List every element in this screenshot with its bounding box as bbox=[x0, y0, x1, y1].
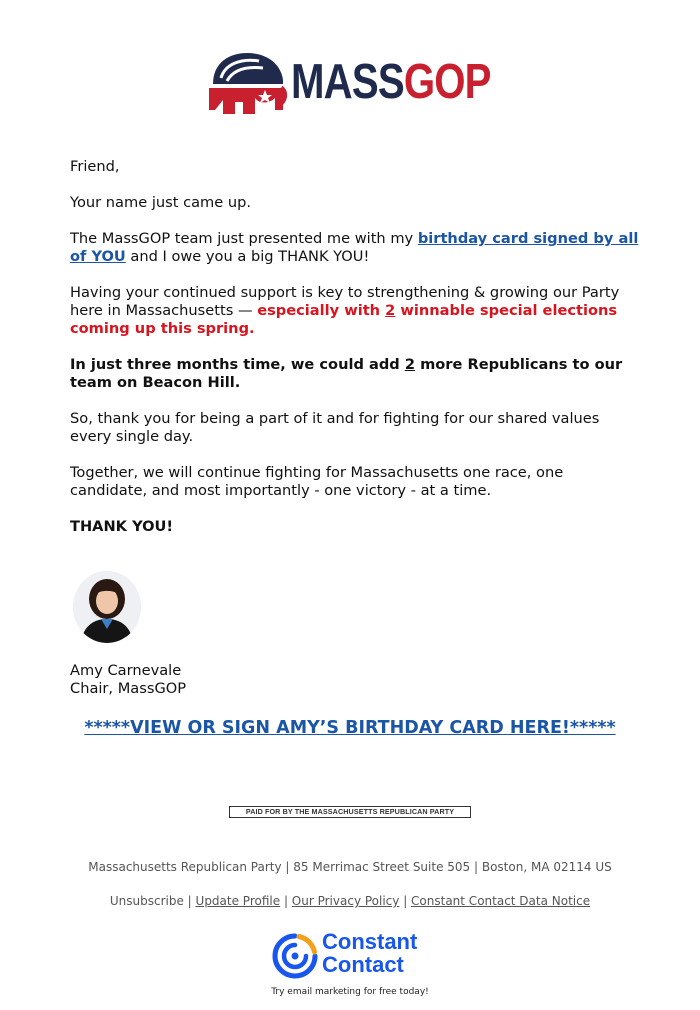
paragraph-2-before: The MassGOP team just presented me with my bbox=[70, 230, 418, 247]
portrait-image bbox=[73, 571, 141, 643]
unsubscribe-text[interactable]: Unsubscribe bbox=[109, 894, 184, 908]
signer-name: Amy Carnevale bbox=[70, 662, 182, 679]
update-profile-link[interactable]: Update Profile bbox=[195, 894, 281, 908]
logo-word-gop: GOP bbox=[403, 55, 491, 109]
paragraph-1: Your name just came up. bbox=[70, 194, 252, 211]
paragraph-5: So, thank you for being a part of it and for fighting for our shared values every single day. bbox=[70, 410, 600, 445]
letter-body bbox=[70, 158, 640, 554]
logo-wordmark bbox=[291, 52, 491, 112]
paragraph-3-red-num: 2 bbox=[385, 302, 396, 319]
footer-separator: | bbox=[183, 894, 196, 908]
paragraph-4-before: In just three months time, we could add bbox=[70, 356, 405, 373]
signer-title: Chair, MassGOP bbox=[70, 680, 187, 697]
paid-for-disclaimer: PAID FOR BY THE MASSACHUSETTS REPUBLICAN PARTY bbox=[229, 806, 471, 818]
paragraph-4-after: more Republicans to our team on Beacon Hill. bbox=[70, 356, 623, 391]
constant-contact-tagline[interactable]: Try email marketing for free today! bbox=[271, 987, 429, 997]
closing: THANK YOU! bbox=[70, 518, 174, 535]
massgop-logo[interactable] bbox=[207, 48, 497, 118]
cc-word-constant: Constant bbox=[322, 929, 418, 954]
footer-separator: | bbox=[280, 894, 292, 908]
paragraph-4-num: 2 bbox=[404, 356, 415, 373]
paragraph-2 bbox=[70, 230, 640, 266]
footer-separator: | bbox=[399, 894, 412, 908]
signer-block bbox=[70, 662, 186, 698]
elephant-icon bbox=[207, 48, 287, 118]
paragraph-3-red-before: especially with bbox=[257, 302, 386, 319]
paragraph-4 bbox=[70, 356, 640, 392]
paragraph-3-red-after: winnable special elections coming up this spring. bbox=[70, 302, 618, 337]
paragraph-3-before: Having your continued support is key to strengthening & growing our Party here in Massachusetts — bbox=[70, 284, 620, 319]
avatar bbox=[73, 571, 141, 643]
footer-address: Massachusetts Republican Party | 85 Merrimac Street Suite 505 | Boston, MA 02114 US bbox=[88, 860, 612, 874]
constant-contact-wordmark[interactable] bbox=[322, 930, 417, 976]
birthday-card-cta-link[interactable]: *****VIEW OR SIGN AMY’S BIRTHDAY CARD HERE!***** bbox=[84, 718, 616, 738]
paragraph-6: Together, we will continue fighting for Massachusetts one race, one candidate, and most importantly - one victory - at a time. bbox=[70, 464, 564, 499]
data-notice-link[interactable]: Constant Contact Data Notice bbox=[411, 894, 591, 908]
constant-contact-icon[interactable] bbox=[271, 932, 319, 980]
paragraph-2-after: and I owe you a big THANK YOU! bbox=[125, 248, 370, 265]
paragraph-3 bbox=[70, 284, 640, 338]
greeting: Friend, bbox=[70, 158, 120, 175]
birthday-card-link[interactable]: birthday card signed by all of YOU bbox=[70, 230, 639, 265]
footer-links bbox=[0, 894, 700, 908]
logo-word-mass: MASS bbox=[291, 55, 404, 109]
privacy-policy-link[interactable]: Our Privacy Policy bbox=[291, 894, 400, 908]
cc-word-contact: Contact bbox=[322, 952, 404, 977]
